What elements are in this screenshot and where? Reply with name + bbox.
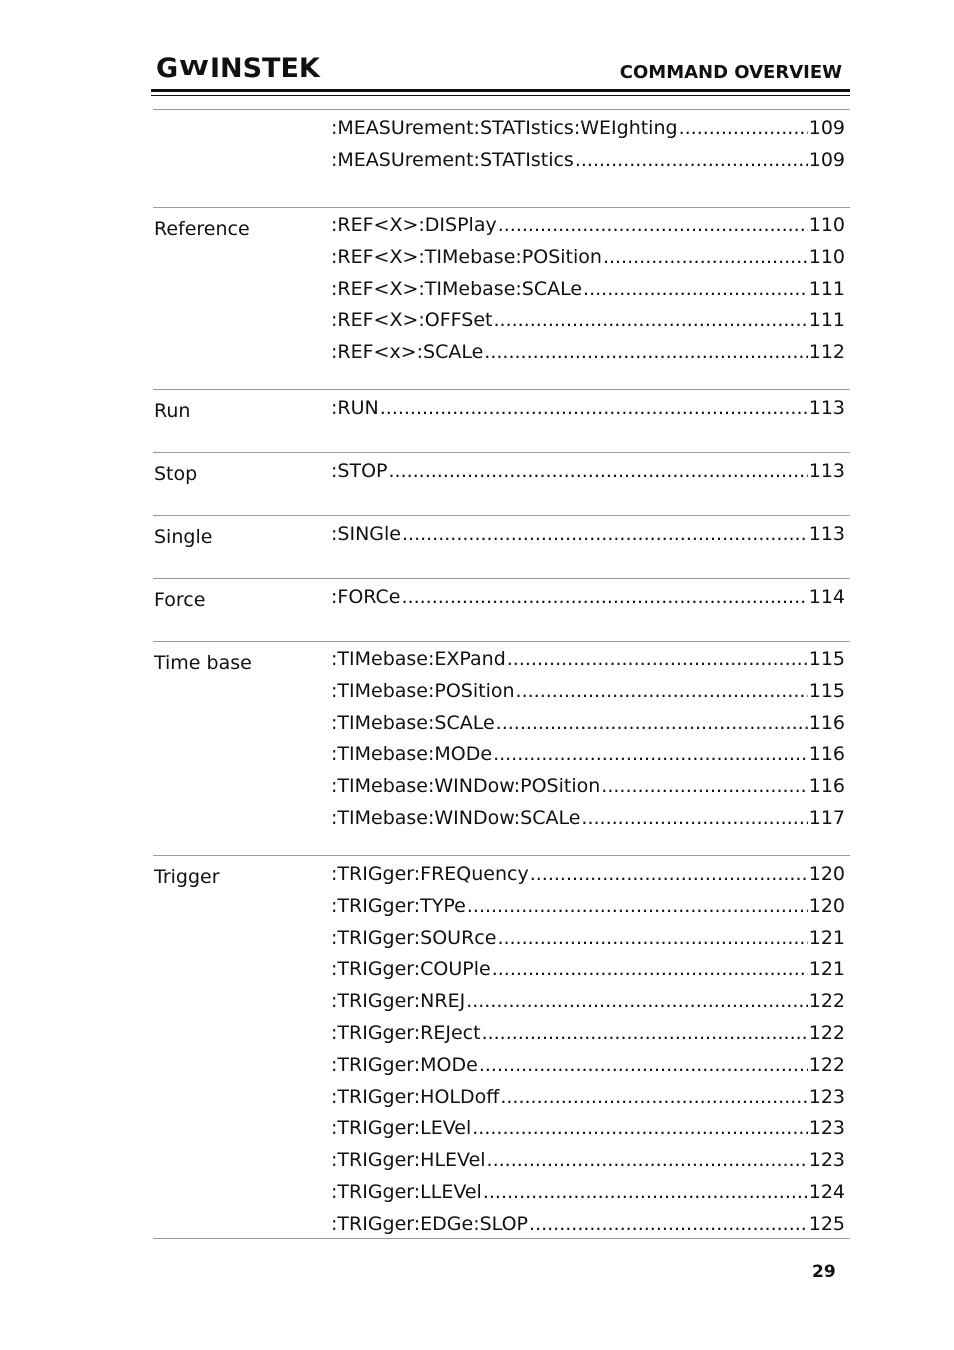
command-entry — [331, 397, 845, 423]
command-entry — [331, 523, 845, 549]
dot-leader — [679, 117, 808, 139]
command-name: :REF<x>:SCALe — [331, 341, 484, 364]
command-entry — [331, 1181, 845, 1207]
command-overview-table — [153, 109, 850, 1239]
command-name: :TIMebase:MODe — [331, 743, 493, 766]
page-reference: 110 — [808, 245, 845, 268]
dot-leader — [482, 1022, 808, 1044]
gw-instek-logo — [156, 54, 320, 84]
dot-leader — [493, 743, 808, 765]
command-entry — [331, 246, 845, 272]
category-label: Stop — [154, 463, 198, 485]
command-entry — [331, 990, 845, 1016]
command-name: :TRIGger:NREJ — [331, 990, 466, 1013]
dot-leader — [487, 1149, 808, 1171]
logo-mid: W — [179, 57, 209, 81]
command-entry — [331, 680, 845, 706]
dot-leader — [500, 1086, 807, 1108]
page-reference: 115 — [808, 648, 845, 670]
command-name: :TIMebase:WINDow:POSition — [331, 775, 601, 798]
dot-leader — [497, 927, 807, 949]
page-reference: 124 — [808, 1181, 845, 1203]
command-name: :REF<X>:TIMebase:POSition — [331, 245, 602, 268]
command-entry — [331, 927, 845, 953]
dot-leader — [601, 775, 807, 797]
page-reference: 112 — [808, 341, 845, 364]
command-section — [153, 389, 850, 452]
page-reference: 116 — [808, 775, 845, 798]
command-name: :FORCe — [331, 586, 401, 608]
command-name: :TRIGger:LEVel — [331, 1117, 472, 1140]
command-name: :TRIGger:REJect — [331, 1022, 481, 1044]
command-name: :TRIGger:SOURce — [331, 926, 497, 949]
dot-leader — [583, 278, 808, 300]
dot-leader — [496, 712, 808, 734]
command-entry — [331, 958, 845, 984]
page-reference: 111 — [808, 309, 845, 332]
command-entry — [331, 341, 845, 367]
command-name: :TIMebase:WINDow:SCALe — [331, 807, 581, 829]
dot-leader — [402, 586, 808, 608]
dot-leader — [530, 863, 808, 885]
command-name: :TIMebase:SCALe — [331, 711, 495, 734]
page-reference: 120 — [808, 863, 845, 885]
dot-leader — [575, 149, 808, 171]
command-entry — [331, 460, 845, 486]
page-reference: 111 — [808, 277, 845, 300]
dot-leader — [493, 309, 807, 331]
category-label: Trigger — [154, 866, 220, 888]
command-name: :TIMebase:POSition — [331, 679, 515, 702]
command-name: :TRIGger:TYPe — [331, 894, 466, 917]
page-reference: 114 — [808, 586, 845, 608]
command-section — [153, 452, 850, 515]
page-reference: 123 — [808, 1149, 845, 1172]
page-reference: 109 — [808, 117, 845, 139]
logo-prefix: G — [156, 53, 179, 84]
page-reference: 110 — [808, 214, 845, 236]
dot-leader — [388, 460, 807, 482]
logo-suffix: INSTEK — [209, 53, 320, 84]
command-name: :STOP — [331, 460, 388, 482]
command-entry — [331, 648, 845, 674]
command-name: :RUN — [331, 397, 379, 419]
page-reference: 122 — [808, 990, 845, 1013]
command-entry — [331, 807, 845, 833]
page-reference: 121 — [808, 926, 845, 949]
page-reference: 122 — [808, 1022, 845, 1044]
command-entry — [331, 712, 845, 738]
command-section — [153, 207, 850, 389]
command-entry — [331, 775, 845, 801]
dot-leader — [402, 523, 808, 545]
command-name: :TRIGger:EDGe:SLOP — [331, 1212, 528, 1235]
page-reference: 123 — [808, 1117, 845, 1140]
command-entry — [331, 214, 845, 240]
dot-leader — [483, 1181, 808, 1203]
dot-leader — [467, 895, 808, 917]
page-reference: 121 — [808, 958, 845, 981]
command-entry — [331, 1086, 845, 1112]
command-section — [153, 515, 850, 578]
command-name: :TRIGger:HOLDoff — [331, 1085, 500, 1108]
command-entry — [331, 278, 845, 304]
command-name: :TRIGger:FREQuency — [331, 863, 529, 885]
page-reference: 120 — [808, 894, 845, 917]
command-name: :MEASUrement:STATIstics:WEIghting — [331, 117, 678, 139]
command-entry — [331, 1054, 845, 1080]
command-name: :SINGle — [331, 523, 401, 545]
dot-leader — [516, 680, 808, 702]
category-label: Time base — [154, 652, 252, 674]
dot-leader — [603, 246, 808, 268]
command-section — [153, 109, 850, 207]
dot-leader — [492, 958, 808, 980]
page-number: 29 — [812, 1262, 836, 1282]
command-entry — [331, 1149, 845, 1175]
command-name: :TRIGger:MODe — [331, 1053, 478, 1076]
command-name: :REF<X>:DISPlay — [331, 214, 497, 236]
dot-leader — [529, 1213, 808, 1235]
dot-leader — [484, 341, 807, 363]
command-entry — [331, 117, 845, 143]
page-reference: 117 — [808, 807, 845, 829]
command-name: :REF<X>:TIMebase:SCALe — [331, 277, 583, 300]
command-name: :TIMebase:EXPand — [331, 648, 506, 670]
category-label: Force — [154, 589, 206, 611]
page-reference: 116 — [808, 711, 845, 734]
header-rule-thin — [151, 95, 850, 96]
command-entry — [331, 149, 845, 175]
category-label: Single — [154, 526, 213, 548]
command-section — [153, 641, 850, 855]
command-entry — [331, 586, 845, 612]
page-reference: 113 — [808, 397, 845, 419]
dot-leader — [507, 648, 808, 670]
command-name: :REF<X>:OFFSet — [331, 309, 493, 332]
dot-leader — [472, 1117, 807, 1139]
section-title: COMMAND OVERVIEW — [619, 62, 842, 83]
page-reference: 123 — [808, 1085, 845, 1108]
command-entry — [331, 1117, 845, 1143]
page-reference: 113 — [808, 523, 845, 545]
dot-leader — [498, 214, 808, 236]
page-reference: 113 — [808, 460, 845, 482]
page-reference: 116 — [808, 743, 845, 766]
page-reference: 122 — [808, 1053, 845, 1076]
dot-leader — [380, 397, 808, 419]
dot-leader — [581, 807, 807, 829]
page-reference: 125 — [808, 1212, 845, 1235]
command-entry — [331, 895, 845, 921]
command-entry — [331, 1213, 845, 1239]
dot-leader — [466, 990, 808, 1012]
category-label: Reference — [154, 218, 250, 240]
page-reference: 115 — [808, 679, 845, 702]
command-entry — [331, 863, 845, 889]
command-name: :TRIGger:COUPle — [331, 958, 491, 981]
command-entry — [331, 1022, 845, 1048]
header-rule-thick — [151, 89, 850, 92]
command-name: :TRIGger:LLEVel — [331, 1181, 482, 1203]
command-entry — [331, 743, 845, 769]
command-entry — [331, 309, 845, 335]
command-section — [153, 855, 850, 1239]
command-name: :TRIGger:HLEVel — [331, 1149, 486, 1172]
category-label: Run — [154, 400, 191, 422]
page-reference: 109 — [808, 148, 845, 171]
dot-leader — [479, 1054, 808, 1076]
command-section — [153, 578, 850, 641]
command-name: :MEASUrement:STATIstics — [331, 148, 574, 171]
